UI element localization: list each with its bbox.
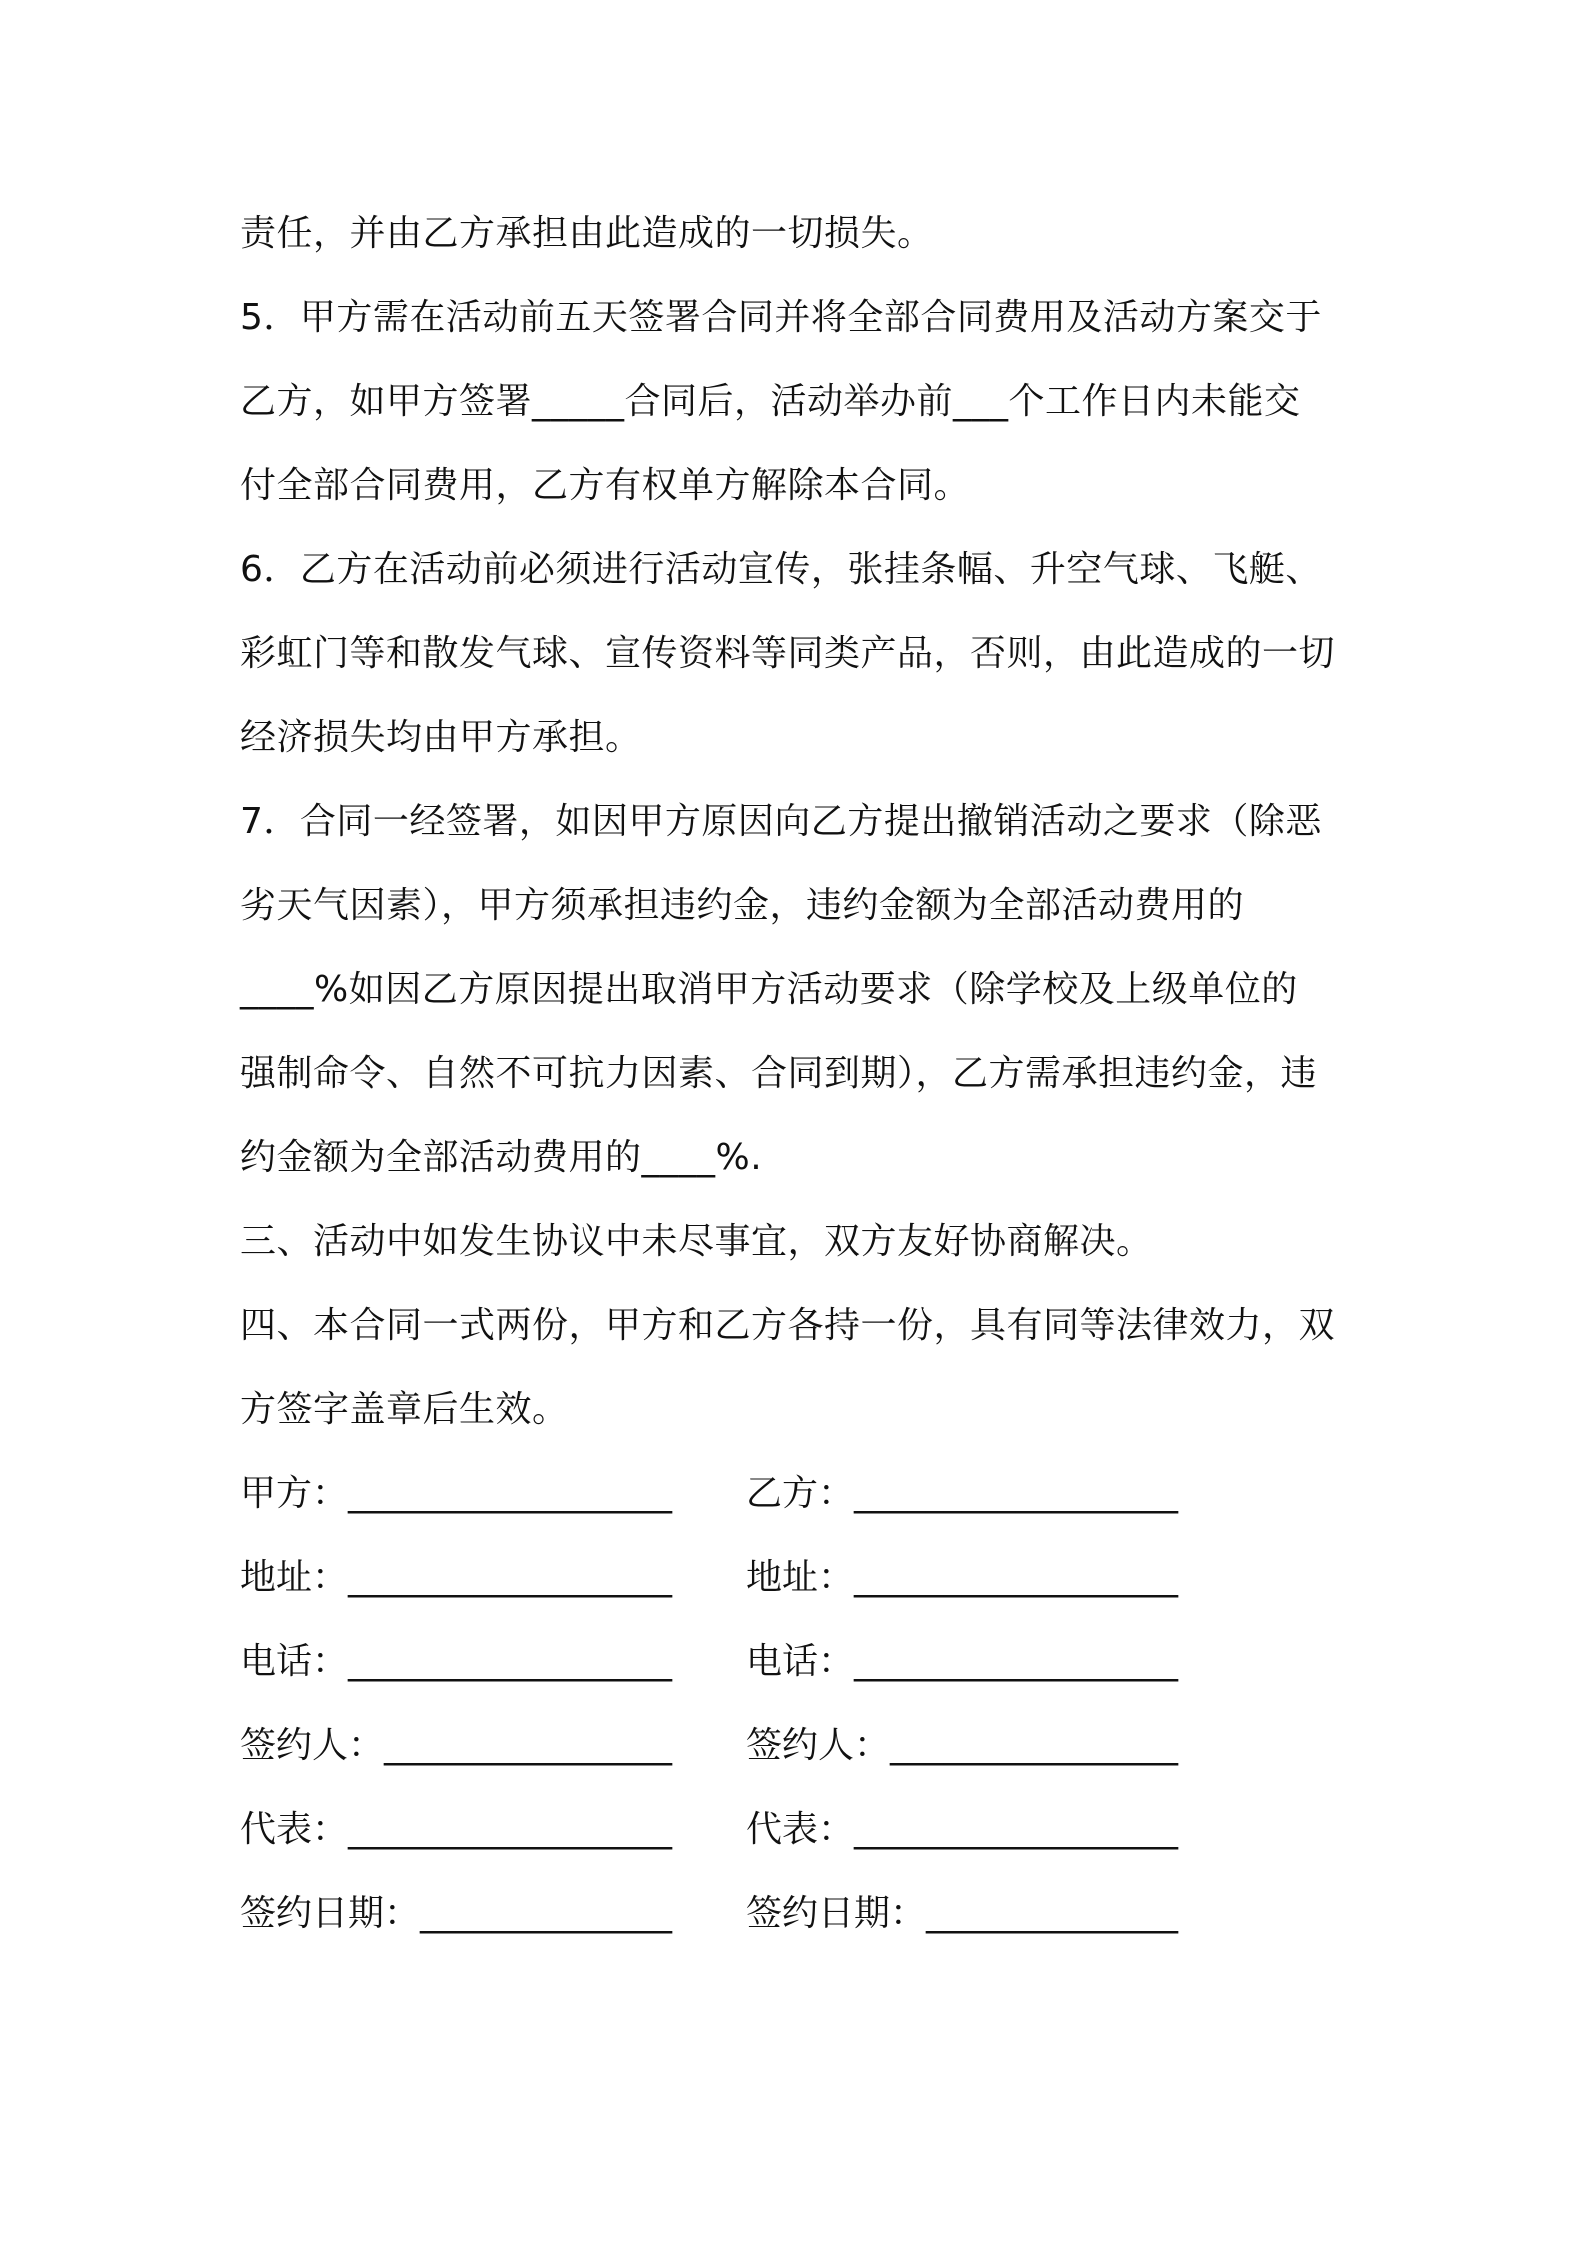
signature-row-phone [240, 1620, 1370, 1704]
party-a-signer-field: 签约人：________________ [240, 1725, 673, 1766]
party-a-phone-field: 电话：__________________ [240, 1641, 673, 1682]
text-line: 劣天气因素），甲方须承担违约金，违约金额为全部活动费用的 [240, 885, 1245, 926]
party-b-phone-field: 电话：__________________ [746, 1641, 1179, 1682]
signature-row-address [240, 1536, 1370, 1620]
party-b-date-field: 签约日期：______________ [746, 1893, 1179, 1934]
text-line: 约金额为全部活动费用的____%. [240, 1137, 763, 1178]
party-a-date-field: 签约日期：______________ [240, 1893, 673, 1934]
text-line: 三、活动中如发生协议中未尽事宜，双方友好协商解决。 [240, 1221, 1153, 1262]
text-line: 强制命令、自然不可抗力因素、合同到期），乙方需承担违约金，违 [240, 1053, 1318, 1094]
party-a-name-field: 甲方：__________________ [240, 1473, 673, 1514]
text-line: 四、本合同一式两份，甲方和乙方各持一份，具有同等法律效力，双 [240, 1305, 1336, 1346]
party-a-representative-field: 代表：__________________ [240, 1809, 673, 1850]
text-line: 彩虹门等和散发气球、宣传资料等同类产品，否则，由此造成的一切 [240, 633, 1336, 674]
text-line: 6．乙方在活动前必须进行活动宣传，张挂条幅、升空气球、飞艇、 [240, 549, 1322, 590]
text-line: ____%如因乙方原因提出取消甲方活动要求（除学校及上级单位的 [240, 969, 1298, 1010]
party-b-representative-field: 代表：__________________ [746, 1809, 1179, 1850]
text-line: 责任，并由乙方承担由此造成的一切损失。 [240, 213, 934, 254]
text-line: 方签字盖章后生效。 [240, 1389, 569, 1430]
signature-row-representative [240, 1788, 1370, 1872]
party-b-address-field: 地址：__________________ [746, 1557, 1179, 1598]
party-b-name-field: 乙方：__________________ [746, 1473, 1179, 1514]
party-a-address-field: 地址：__________________ [240, 1557, 673, 1598]
text-line: 经济损失均由甲方承担。 [240, 717, 642, 758]
signature-row-date [240, 1872, 1370, 1956]
text-line: 7．合同一经签署，如因甲方原因向乙方提出撤销活动之要求（除恶 [240, 801, 1322, 842]
signature-row-party [240, 1452, 1370, 1536]
text-line: 付全部合同费用，乙方有权单方解除本合同。 [240, 465, 971, 506]
signature-row-signer [240, 1704, 1370, 1788]
signature-block [240, 1452, 1370, 1956]
party-b-signer-field: 签约人：________________ [746, 1725, 1179, 1766]
document-page [240, 192, 1370, 1956]
text-line: 5．甲方需在活动前五天签署合同并将全部合同费用及活动方案交于 [240, 297, 1322, 338]
text-line: 乙方，如甲方签署_____合同后，活动举办前___个工作日内未能交 [240, 381, 1301, 422]
